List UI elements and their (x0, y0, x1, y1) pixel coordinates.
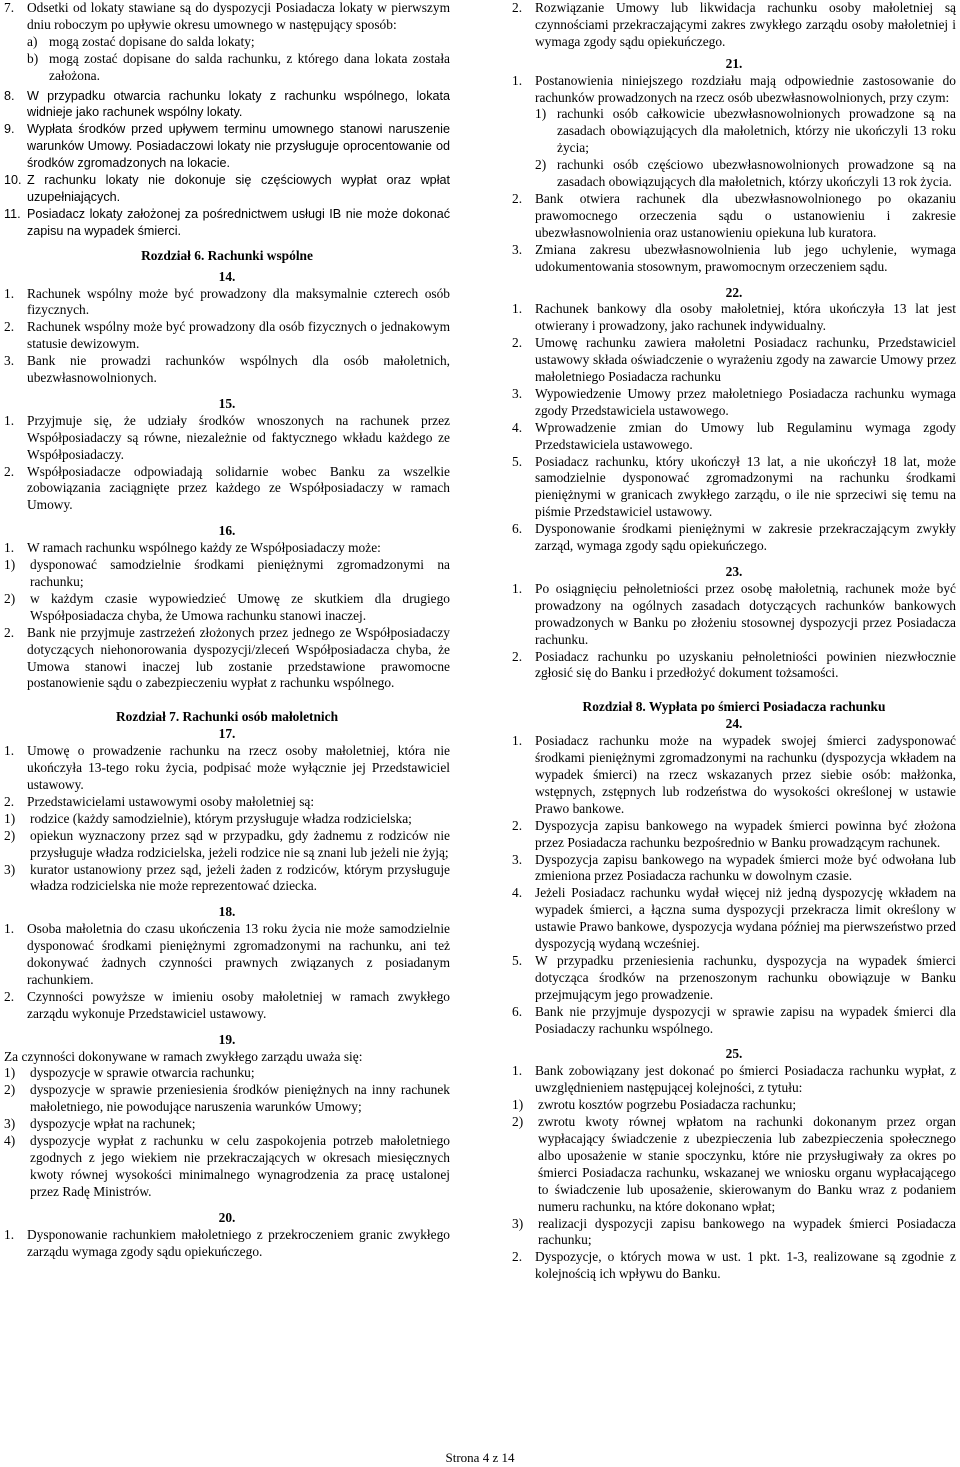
clause-7b: b) mogą zostać dopisane do salda rachunku, z którego dana lokata została założona. (27, 50, 450, 83)
section-18-number: 18. (218, 904, 236, 920)
s19-item-1: 1) dyspozycje w sprawie otwarcia rachunku; (4, 1065, 255, 1081)
s25-1: 1. Bank zobowiązany jest dokonać po śmierci Posiadacza rachunku wypłat, z uwzględnieniem następującej kolejności, z tytułu: (512, 1063, 956, 1096)
s25-1-item-3: 3) realizacji dyspozycji zapisu bankowego na wypadek śmierci Posiadacza rachunku; (512, 1215, 956, 1248)
s15-2: 2. Współposiadacze odpowiadają solidarnie wobec Banku za wszelkie zobowiązania zaciągnięte przez każdego ze Współposiadaczy w ramach Umowy. (4, 463, 450, 513)
section-16-number: 16. (218, 523, 236, 539)
section-19-number: 19. (218, 1031, 236, 1047)
s22-6: 6. Dysponowanie środkami pieniężnymi w zakresie przekraczającym zwykły zarząd, wymaga zgody sądu opiekuńczego. (512, 521, 956, 554)
s22-1: 1. Rachunek bankowy dla osoby małoletniej, która ukończyła 13 lat jest otwierany i prowadzony, jako rachunek indywidualny. (512, 301, 956, 334)
section-20-number: 20. (218, 1209, 236, 1225)
section-22-number: 22. (725, 284, 743, 300)
s25-1-item-2: 2) zwrotu kwoty równej wpłatom na rachunki dokonanym przez organ wypłacający świadczenie z ubezpieczenia lub zabezpieczenia społecznego albo uposażenie w stanie spoczynku, które nie przysługiwały za okres po śmierci Posiadacza rachunku, wskazanej we wniosku organu wypłacającego to świadczenie lub uposażenie, skierowanym do Banku wraz z podaniem numeru rachunku, na które dokonano wpłat; (512, 1114, 956, 1214)
s16-2: 2. Bank nie przyjmuje zastrzeżeń złożonych przez jednego ze Współposiadaczy dotyczących niehonorowania dyspozycji/zleceń Współposiadacza chyba, że Umowa stanowi inaczej lub zostanie przedstawione prawomocne postanowienie sądu o zabezpieczeniu wypłat z rachunku wspólnego. (4, 624, 450, 691)
s24-3: 3. Dyspozycja zapisu bankowego na wypadek śmierci może być odwołana lub zmieniona przez Posiadacza rachunku w dowolnym czasie. (512, 851, 956, 884)
s23-2: 2. Posiadacz rachunku po uzyskaniu pełnoletniości powinien niezwłocznie zgłosić się do Banku i przedłożyć dokument tożsamości. (512, 648, 956, 681)
s17-2: 2. Przedstawicielami ustawowymi osoby małoletniej są: (4, 793, 315, 809)
s25-2: 2. Dyspozycje, o których mowa w ust. 1 pkt. 1-3, realizowane są zgodnie z kolejnością ich wpływu do Banku. (512, 1249, 956, 1282)
s22-5: 5. Posiadacz rachunku, który ukończył 13 lat, a nie ukończył 18 lat, może samodzielnie dysponować zgromadzonymi na rachunku środkami pieniężnymi w granicach zwykłego zarządu, o ile nie sprzeciwi się temu na piśmie Przedstawiciel ustawowy. (512, 453, 956, 520)
s19-intro: Za czynności dokonywane w ramach zwykłego zarządu uważa się: (4, 1048, 363, 1064)
left-column (4, 0, 450, 1260)
section-23-number: 23. (725, 564, 743, 579)
s24-2: 2. Dyspozycja zapisu bankowego na wypadek śmierci powinna być złożona przez Posiadacza rachunku bezpośrednio w Banku prowadzącym rachunek. (512, 817, 956, 850)
clause-7: 7. Odsetki od lokaty stawiane są do dyspozycji Posiadacza lokaty w pierwszym dniu roboczym po upływie okresu umownego w następujący sposób: (4, 0, 450, 32)
s21-3: 3. Zmiana zakresu ubezwłasnowolnienia lub jego uchylenie, wymaga udokumentowania stosownym, prawomocnym orzeczeniem sądu. (512, 241, 956, 274)
s21-1-item-2: 2) rachunki osób częściowo ubezwłasnowolnionych prowadzone są na zasadach obowiązujących dla małoletnich, którzy ukończyli 13 rok życia. (535, 157, 956, 190)
s15-1: 1. Przyjmuje się, że udziały środków wnoszonych na rachunek przez Współposiadaczy są równe, niezależnie od faktycznego wkładu każdego ze Współposiadaczy. (4, 412, 450, 462)
s18-1: 1. Osoba małoletnia do czasu ukończenia 13 roku życia nie może samodzielnie dysponować środkami pieniężnymi zgromadzonymi na rachunku, ani też dokonywać żadnych czynności prawnych związanych z posiadanym rachunkiem. (4, 921, 450, 987)
chapter-7-heading: Rozdział 7. Rachunki osób małoletnich (115, 709, 339, 725)
section-15-number: 15. (218, 395, 236, 411)
clause-8: 8. W przypadku otwarcia rachunku lokaty z rachunku wspólnego, lokata widnieje jako rachunek wspólny lokaty. (4, 88, 450, 120)
s17-2-item-1: 1) rodzice (każdy samodzielnie), którym przysługuje władza rodzicielska; (4, 810, 412, 826)
s22-4: 4. Wprowadzenie zmian do Umowy lub Regulaminu wymaga zgody Przedstawiciela ustawowego. (512, 419, 956, 452)
s14-1: 1. Rachunek wspólny może być prowadzony dla maksymalnie czterech osób fizycznych. (4, 285, 450, 318)
s19-item-2: 2) dyspozycje w sprawie przeniesienia środków pieniężnych na inny rachunek małoletniego, nie powodujące naruszenia warunków Umowy; (4, 1082, 450, 1115)
chapter-6-heading: Rozdział 6. Rachunki wspólne (141, 247, 313, 263)
s14-3: 3. Bank nie prowadzi rachunków wspólnych dla osób małoletnich, ubezwłasnowolnionych. (4, 353, 450, 386)
s19-item-3: 3) dyspozycje wpłat na rachunek; (4, 1116, 196, 1132)
s18-2: 2. Czynności powyższe w imieniu osoby małoletniej w ramach zwykłego zarządu wykonuje Przedstawiciel ustawowy. (4, 988, 450, 1021)
s16-1-item-2: 2) w każdym czasie wypowiedzieć Umowę ze skutkiem dla drugiego Współposiadacza chyba, że Umowa rachunku stanowi inaczej. (4, 590, 450, 623)
right-column (512, 0, 956, 1283)
page-footer: Strona 4 z 14 (445, 1450, 515, 1465)
section-14-number: 14. (218, 268, 236, 284)
s21-2: 2. Bank otwiera rachunek dla ubezwłasnowolnionego po okazaniu prawomocnego orzeczenia sądu o ustanowieniu i zakresie ubezwłasnowolnienia oraz ustanowieniu opiekuna lub kuratora. (512, 190, 956, 240)
s16-1: 1. W ramach rachunku wspólnego każdy ze Współposiadaczy może: (4, 540, 381, 556)
section-17-number: 17. (218, 726, 236, 742)
s20-1: 1. Dysponowanie rachunkiem małoletniego z przekroczeniem granic zwykłego zarządu wymaga zgody sądu opiekuńczego. (4, 1226, 450, 1259)
s21-1: 1. Postanowienia niniejszego rozdziału mają odpowiednie zastosowanie do rachunków prowadzonych na rzecz osób ubezwłasnowolnionych, przy czym: (512, 72, 956, 105)
clause-11: 11. Posiadacz lokaty założonej za pośrednictwem usługi IB nie może dokonać zapisu na wypadek śmierci. (4, 206, 450, 238)
s24-1: 1. Posiadacz rachunku może na wypadek swojej śmierci zadysponować środkami pieniężnymi zgromadzonymi na rachunku (dyspozycja wkładem na wypadek śmierci) na rzecz wskazanych przez siebie osób: małżonka, wstępnych, zstępnych lub rodzeństwa do wysokości określonej w ustawie Prawo bankowe. (512, 733, 956, 816)
s24-4: 4. Jeżeli Posiadacz rachunku wydał więcej niż jedną dyspozycję wkładem na wypadek śmierci, a łączna suma dyspozycji przekracza limit określony w ustawie Prawo bankowe, dyspozycja wydana później ma pierwszeństwo przed dyspozycją wydaną wcześniej. (512, 885, 956, 952)
s14-2: 2. Rachunek wspólny może być prowadzony dla osób fizycznych o jednakowym statusie dewizowym. (4, 319, 450, 352)
section-24-number: 24. (725, 716, 743, 732)
clause-10: 10. Z rachunku lokaty nie dokonuje się częściowych wypłat oraz wpłat uzupełniających. (4, 173, 450, 204)
section-25-number: 25. (725, 1046, 743, 1062)
s25-1-item-1: 1) zwrotu kosztów pogrzebu Posiadacza rachunku; (512, 1097, 797, 1113)
s24-6: 6. Bank nie przyjmuje dyspozycji w sprawie zapisu na wypadek śmierci dla Posiadaczy rachunku wspólnego. (512, 1003, 956, 1036)
s17-2-item-2: 2) opiekun wyznaczony przez sąd w przypadku, gdy żadnemu z rodziców nie przysługuje władza rodzicielska, jeżeli rodzice nie są znani lub jeżeli nie żyją; (4, 827, 450, 860)
s19-item-4: 4) dyspozycje wypłat z rachunku w celu zaspokojenia potrzeb małoletniego zgodnych z jego wiekiem nie przekraczających w okresach miesięcznych kwoty równej wysokości minimalnego wynagrodzenia za pracę ustalonej przez Radę Ministrów. (4, 1133, 450, 1199)
s22-2: 2. Umowę rachunku zawiera małoletni Posiadacz rachunku, Przedstawiciel ustawowy składa oświadczenie o wyrażeniu zgody na zawarcie Umowy przez małoletniego Posiadacza rachunku (512, 335, 956, 385)
s22-3: 3. Wypowiedzenie Umowy przez małoletniego Posiadacza rachunku wymaga zgody Przedstawiciela ustawowego. (512, 385, 956, 418)
s17-2-item-3: 3) kurator ustanowiony przez sąd, jeżeli żaden z rodziców, którym przysługuje władza rodzicielska nie może reprezentować dziecka. (4, 861, 450, 894)
clause-9: 9. Wypłata środków przed upływem terminu umownego stanowi naruszenie warunków Umowy. Posiadaczowi lokaty nie przysługuje oprocentowanie od środków zgromadzonych na lokacie. (4, 122, 450, 171)
s20-2: 2. Rozwiązanie Umowy lub likwidacja rachunku osoby małoletniej są czynnościami przekraczającymi zakres zwykłego zarządu osoby małoletniej i wymaga zgody sądu opiekuńczego. (512, 0, 956, 49)
clause-7a: a) mogą zostać dopisane do salda lokaty; (27, 33, 255, 49)
s21-1-item-1: 1) rachunki osób całkowicie ubezwłasnowolnionych prowadzone są na zasadach obowiązujących dla małoletnich, którzy nie ukończyli 13 roku życia; (535, 106, 956, 156)
s17-1: 1. Umowę o prowadzenie rachunku na rzecz osoby małoletniej, która nie ukończyła 13-tego roku życia, podpisać może wyłącznie jej Przedstawiciel ustawowy. (4, 743, 450, 792)
s16-1-item-1: 1) dysponować samodzielnie środkami pieniężnymi zgromadzonymi na rachunku; (4, 557, 450, 589)
s23-1: 1. Po osiągnięciu pełnoletniości przez osobę małoletnią, rachunek może być prowadzony na ogólnych zasadach dotyczących rachunków bankowych prowadzonych w Banku po złożeniu stosownej dyspozycji przez Posiadacza rachunku. (512, 580, 956, 647)
section-21-number: 21. (725, 55, 743, 71)
s24-5: 5. W przypadku przeniesienia rachunku, dyspozycja na wypadek śmierci dotycząca środków na przenoszonym rachunku obowiązuje w Banku przejmującym jego prowadzenie. (512, 952, 956, 1002)
chapter-8-heading: Rozdział 8. Wypłata po śmierci Posiadacza rachunku (582, 699, 886, 715)
